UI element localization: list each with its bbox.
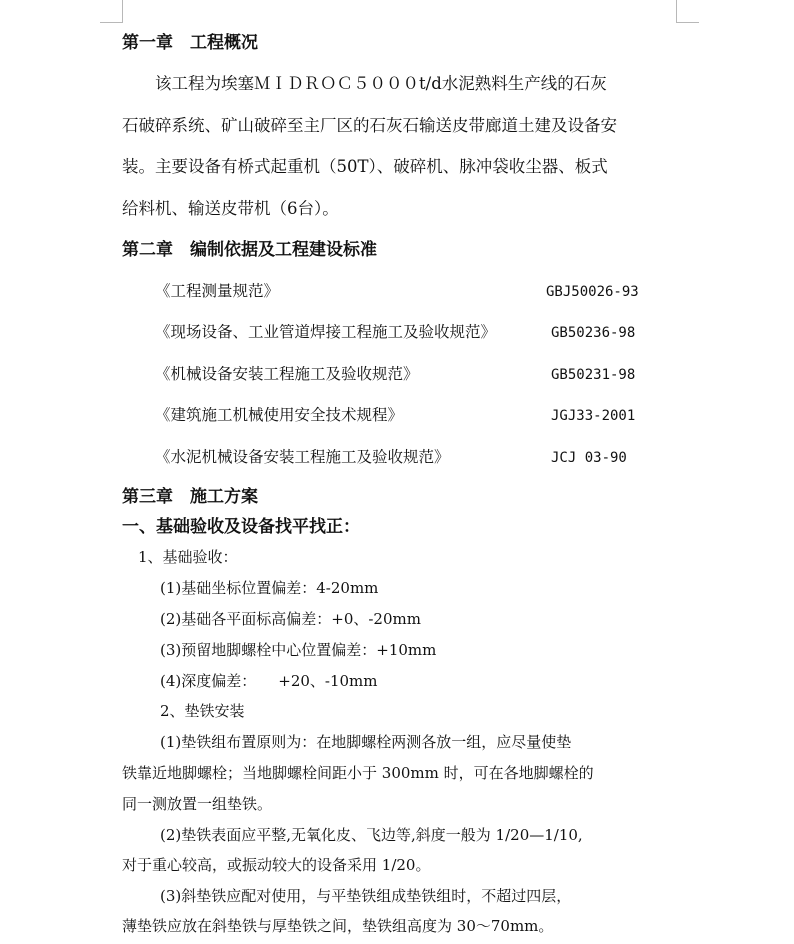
overview-line-1: 该工程为埃塞ＭＩＤＲＯＣ５０００t/d水泥熟料生产线的石灰 <box>155 74 607 93</box>
shim-paragraph-3-line-2: 薄垫铁应放在斜垫铁与厚垫铁之间，垫铁组高度为 30～70mm。 <box>122 917 554 935</box>
standard-code: JGJ33-2001 <box>551 408 636 424</box>
depth-label: (4)深度偏差： <box>160 672 257 690</box>
subsection-foundation: 1、基础验收： <box>138 548 238 566</box>
shim-paragraph-1-line-1: (1)垫铁组布置原则为：在地脚螺栓两测各放一组，应尽量使垫 <box>160 733 572 751</box>
standard-title: 《建筑施工机械使用安全技术规程》 <box>155 406 404 424</box>
depth-value: +20、-10mm <box>278 672 378 690</box>
overview-line-4: 给料机、输送皮带机（6台）。 <box>122 199 339 218</box>
standard-code: GB50236-98 <box>551 325 636 341</box>
foundation-item: (2)基础各平面标高偏差：+0、-20mm <box>160 610 421 628</box>
standard-title: 《现场设备、工业管道焊接工程施工及验收规范》 <box>155 323 497 341</box>
foundation-item-depth <box>160 674 378 689</box>
shim-paragraph-2-line-2: 对于重心较高，或振动较大的设备采用 1/20。 <box>122 856 431 874</box>
standard-title: 《机械设备安装工程施工及验收规范》 <box>155 365 419 383</box>
chapter2-heading: 第二章 编制依据及工程建设标准 <box>122 240 377 260</box>
foundation-item: (3)预留地脚螺栓中心位置偏差：+10mm <box>160 641 437 659</box>
overview-line-2: 石破碎系统、矿山破碎至主厂区的石灰石输送皮带廊道土建及设备安 <box>122 116 617 135</box>
foundation-item: (1)基础坐标位置偏差：4-20mm <box>160 579 379 597</box>
standard-code: JCJ 03-90 <box>551 450 627 466</box>
crop-mark-top-left <box>100 0 123 23</box>
shim-paragraph-2-line-1: (2)垫铁表面应平整,无氧化皮、飞边等,斜度一般为 1/20—1/10, <box>160 826 583 844</box>
standard-title: 《工程测量规范》 <box>155 282 280 300</box>
overview-line-3: 装。主要设备有桥式起重机（50T）、破碎机、脉冲袋收尘器、板式 <box>122 157 608 176</box>
shim-paragraph-1-line-2: 铁靠近地脚螺栓；当地脚螺栓间距小于 300mm 时，可在各地脚螺栓的 <box>122 764 594 782</box>
subsection-shim: 2、垫铁安装 <box>160 702 245 720</box>
standard-title: 《水泥机械设备安装工程施工及验收规范》 <box>155 448 450 466</box>
standard-code: GBJ50026-93 <box>546 284 639 300</box>
shim-paragraph-3-line-1: (3)斜垫铁应配对使用，与平垫铁组成垫铁组时，不超过四层， <box>160 887 572 905</box>
section1-heading: 一、基础验收及设备找平找正： <box>122 517 360 537</box>
crop-mark-top-right <box>676 0 699 23</box>
shim-paragraph-1-line-3: 同一测放置一组垫铁。 <box>122 795 273 813</box>
chapter1-heading: 第一章 工程概况 <box>122 33 258 53</box>
chapter3-heading: 第三章 施工方案 <box>122 487 258 507</box>
standard-code: GB50231-98 <box>551 367 636 383</box>
